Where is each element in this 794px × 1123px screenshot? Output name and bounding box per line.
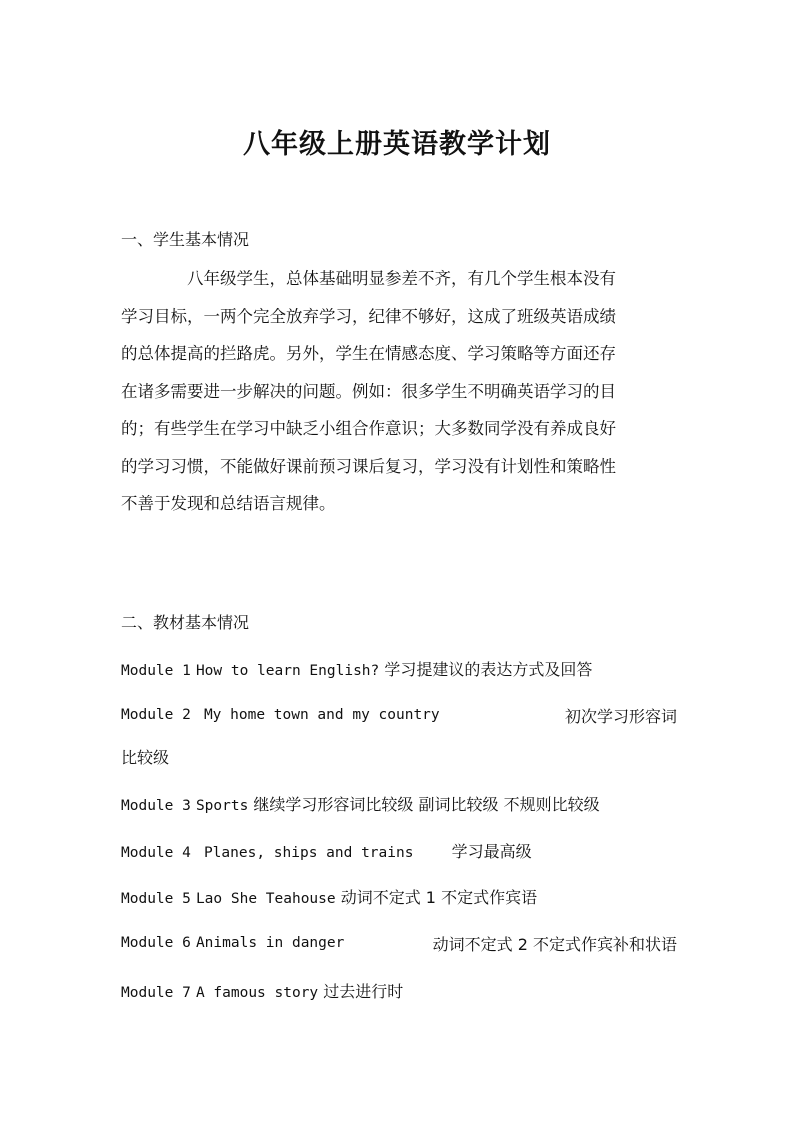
module-4-line xyxy=(121,839,677,862)
module-label: Module 5 xyxy=(121,891,191,907)
module-description: 过去进行时 xyxy=(323,982,404,1001)
module-title: My home town and my country xyxy=(203,707,440,723)
module-label: Module 2 xyxy=(121,707,191,723)
module-label: Module 6 xyxy=(121,935,191,951)
paragraph-line: 的总体提高的拦路虎。另外，学生在情感态度、学习策略等方面还存 xyxy=(121,344,616,363)
module-7-line xyxy=(121,979,677,1002)
module-title: Animals in danger xyxy=(195,935,345,951)
module-label: Module 1 xyxy=(121,663,191,679)
module-description: 学习提建议的表达方式及回答 xyxy=(384,660,593,679)
module-description: 动词不定式 1 不定式作宾语 xyxy=(340,888,538,907)
paragraph-line: 的学习习惯，不能做好课前预习课后复习，学习没有计划性和策略性 xyxy=(121,456,616,476)
module-title: Sports xyxy=(195,798,249,814)
module-label: Module 4 xyxy=(121,845,191,861)
module-3-line xyxy=(121,792,677,815)
section-1-paragraph xyxy=(121,260,677,523)
paragraph-line: 八年级学生，总体基础明显参差不齐，有几个学生根本没有 xyxy=(187,269,616,288)
paragraph-line: 不善于发现和总结语言规律。 xyxy=(121,494,336,513)
module-title: How to learn English? xyxy=(195,663,380,679)
paragraph-line: 学习目标，一两个完全放弃学习，纪律不够好，这成了班级英语成绩 xyxy=(121,306,616,326)
module-description: 初次学习形容词 xyxy=(564,707,677,726)
module-title: A famous story xyxy=(195,985,319,1001)
module-label: Module 3 xyxy=(121,798,191,814)
section-2-heading: 二、教材基本情况 xyxy=(121,613,250,632)
paragraph-line: 在诸多需要进一步解决的问题。例如：很多学生不明确英语学习的目 xyxy=(121,381,616,401)
module-title: Lao She Teahouse xyxy=(195,891,336,907)
module-description: 继续学习形容词比较级 副词比较级 不规则比较级 xyxy=(253,795,600,814)
module-1-line xyxy=(121,657,677,680)
module-description: 动词不定式 2 不定式作宾补和状语 xyxy=(432,935,677,954)
section-1-heading: 一、学生基本情况 xyxy=(121,230,250,249)
module-label: Module 7 xyxy=(121,985,191,1001)
document-title: 八年级上册英语教学计划 xyxy=(243,129,551,160)
paragraph-line: 的；有些学生在学习中缺乏小组合作意识；大多数同学没有养成良好 xyxy=(121,419,616,438)
module-title: Planes, ships and trains xyxy=(203,845,414,861)
module-description: 学习最高级 xyxy=(451,842,532,861)
module-5-line xyxy=(121,885,677,908)
module-2-continuation: 比较级 xyxy=(121,748,170,767)
module-6-line xyxy=(121,932,677,954)
module-2-line xyxy=(121,704,677,726)
